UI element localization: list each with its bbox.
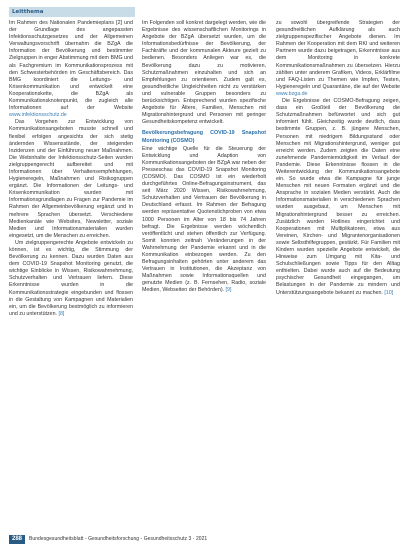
paragraph: [142, 20, 266, 126]
paragraph-text: Im Folgenden soll konkret dargelegt werden, wie die Ergebnisse des wissenschaftlichen Monitorings in Angebote der BZgA übersetzt wurden, um die Informationsbedürfnisse der Bevölkerung, der Fachkräfte und der kommunalen Akteure gezielt zu bedienen. Besonders Anliegen war es, die Bevölkerung dazu zu motivieren, Schutzmaßnahmen einzuhalten und sich an Empfehlungen zu orientieren. Zudem galt es, gesundheitliche Ungleichheiten nicht zu verstärken und vulnerable Gruppen besonders zu berücksichtigen. Entsprechend wurden spezifische Angebote für Ältere, Familien, Menschen mit Migrationshintergrund und Personen mit geringer Gesundheitskompetenz entwickelt.: [142, 20, 266, 126]
section-heading: Bevölkerungsbefragung COVID-19 Snapshot Monitoring (COSMO): [142, 130, 266, 144]
paragraph-text: Im Rahmen des Nationalen Pandemieplans [2] und der Grundlage des angepassten Infektionsschutzgesetzes und der Allgemeinen Verwaltungsvorschrift übernahm die BZgA die Information der Bevölkerung und bestimmter Zielgruppen in enger Abstimmung mit dem BMG und als Fachgremium im Kommunikationsprozess mit den Schwesterbehörden im Geschäftsbereich. Das BMG koordiniert die Leitungs- und Krisenkommunikation und entwickelt eine Kooperationskette, die BZgA als Kommunikationsknotenpunkt, die zugleich alle Informationen auf der Website: [9, 20, 133, 112]
website-link[interactable]: www.bzga.de: [276, 90, 308, 97]
journal-citation: Bundesgesundheitsblatt - Gesundheitsforschung - Gesundheitsschutz 3 · 2021: [29, 536, 208, 542]
section-label: Leitthema: [9, 7, 135, 17]
text-column-2: [142, 20, 266, 295]
citation[interactable]: [9]: [225, 287, 232, 294]
citation[interactable]: [10]: [384, 289, 394, 296]
text-column-1: [9, 20, 133, 318]
paragraph-text: Eine wichtige Quelle für die Steuerung der Entwicklung und Adaption von Kommunikationsangeboten der BZgA war neben der Presseschau das COVID-19 Snapshot Monitoring (COSMO). Das COSMO ist ein wiederholt durchgeführtes Online-Befragungsinstrument, das seit März 2020 Wissen, Risikowahrnehmung, Schutzverhalten und Vertrauen der Bevölkerung in Deutschland erfasst. Im Rahmen der Befragung werden repräsentative Quotenstichproben von etwa 1000 Personen im Alter von 18 bis 74 Jahren befragt. Die Ergebnisse werden wöchentlich veröffentlicht und stehen öffentlich zur Verfügung. Somit konnten zeitnah Veränderungen in der Wahrnehmung der Pandemie erkannt und in die Kommunikation einbezogen werden. Zu den Befragungsinhalten gehörten unter anderem das Vertrauen in Institutionen, die Akzeptanz von Maßnahmen sowie Informationsquellen und genutzte Medien (z. B. Fernsehen, Radio, soziale Medien, Webseiten der Behörden).: [142, 145, 266, 294]
page-number: 288: [9, 535, 25, 544]
paragraph: [9, 240, 133, 318]
paragraph-text: Um zielgruppengerechte Angebote entwickeln zu können, ist es wichtig, die Stimmung der Bevölkerung zu kennen. Dazu wurden Daten aus dem COVID-19 Snapshot Monitoring genutzt, die wichtige Einblicke in Wissen, Risikowahrnehmung, Schutzverhalten und Vertrauen liefern. Diese Erkenntnisse wurden in die Kommunikationsstrategie eingebunden und flossen in die Gestaltung von Kampagnen und Materialien ein, um die Bevölkerung bestmöglich zu informieren und zu unterstützen.: [9, 239, 133, 317]
paragraph-text: zu sowohl übergreifende Strategien der gesundheitlichen Aufklärung als auch zielgruppenspezifischer Angebote dienen. Im Rahmen der Kooperation mit dem RKI und weiteren Partnern wurde dazu beigetragen, Erkenntnisse aus dem Monitoring in konkrete Kommunikationsmaßnahmen zu übersetzen. Hierzu zählten unter anderem Grafiken, Videos, Erklärfilme und FAQ-Listen zu Themen wie Impfen, Testen, Hygieneregeln und Quarantäne, die auf der Website: [276, 20, 400, 90]
citation[interactable]: [8]: [58, 310, 65, 317]
paragraph-text: Die Ergebnisse der COSMO-Befragung zeigen, dass ein Großteil der Bevölkerung die Schutzmaßnahmen befürwortet und sich gut informiert fühlt. Gleichzeitig wurde deutlich, dass bestimmte Gruppen, z. B. jüngere Menschen, Personen mit niedrigem Bildungsstand oder Menschen mit Migrationshintergrund, weniger gut erreicht werden. Zudem zeigten die Daten eine zunehmende Pandemiemüdigkeit im Verlauf der Pandemie. Diese Erkenntnisse flossen in die Weiterentwicklung der Kommunikationsangebote ein. So wurde etwa die Kampagne für junge Menschen mit neuen Formaten ergänzt und die Ansprache in sozialen Medien verstärkt. Auch die Informationsmaterialien in verschiedenen Sprachen wurden ausgebaut, um Menschen mit Migrationshintergrund besser zu erreichen. Zusätzlich wurden Hotlines eingerichtet und Kooperationen mit Multiplikatoren, etwa aus Vereinen, Kirchen- und Migrantenorganisationen sowie Selbsthilfegruppen, gestärkt. Für Familien mit Kindern wurden spezielle Angebote entwickelt, die Hinweise zum Umgang mit Kita- und Schulschließungen sowie Tipps für den Alltag enthielten. Dabei wurde auch auf die Bedeutung psychischer Gesundheit eingegangen, um Belastungen in der Pandemie zu mindern und Unterstützungsangebote bekannt zu machen.: [276, 98, 400, 296]
website-link[interactable]: www.infektionsschutz.de: [9, 112, 67, 119]
text-column-3: [276, 20, 400, 297]
paragraph: [276, 98, 400, 297]
paragraph: [142, 146, 266, 295]
paragraph: [276, 20, 400, 98]
paragraph-text: Das Vorgehen zur Entwicklung von Kommunikationsangeboten musste schnell und flexibel erfolgen angesichts der sich stetig ändernden Wissensstände, der steigenden Inzidenzen und der Einführung neuer Maßnahmen. Die Webinhalte der Infektionsschutz-Seiten wurden zielgruppengerecht aufbereitet und mit Informationen über Verhaltensempfehlungen, Hygieneregeln, Maßnahmen und Risikogruppen ergänzt. Die Informationen der Leitungs- und Krisenkommunikation wurden mit Informationsgrundlagen zu Fragen zur Pandemie im Rahmen der Allgemeinbevölkerung ergänzt und in mehrere Sprachen übersetzt. Verschiedene Medienkanäle wie Websites, Newsletter, soziale Medien und Informationsmaterialien wurden eingesetzt, um die Menschen zu erreichen.: [9, 119, 133, 239]
page-footer: [9, 535, 409, 544]
paragraph: [9, 20, 133, 119]
paragraph: [9, 119, 133, 240]
